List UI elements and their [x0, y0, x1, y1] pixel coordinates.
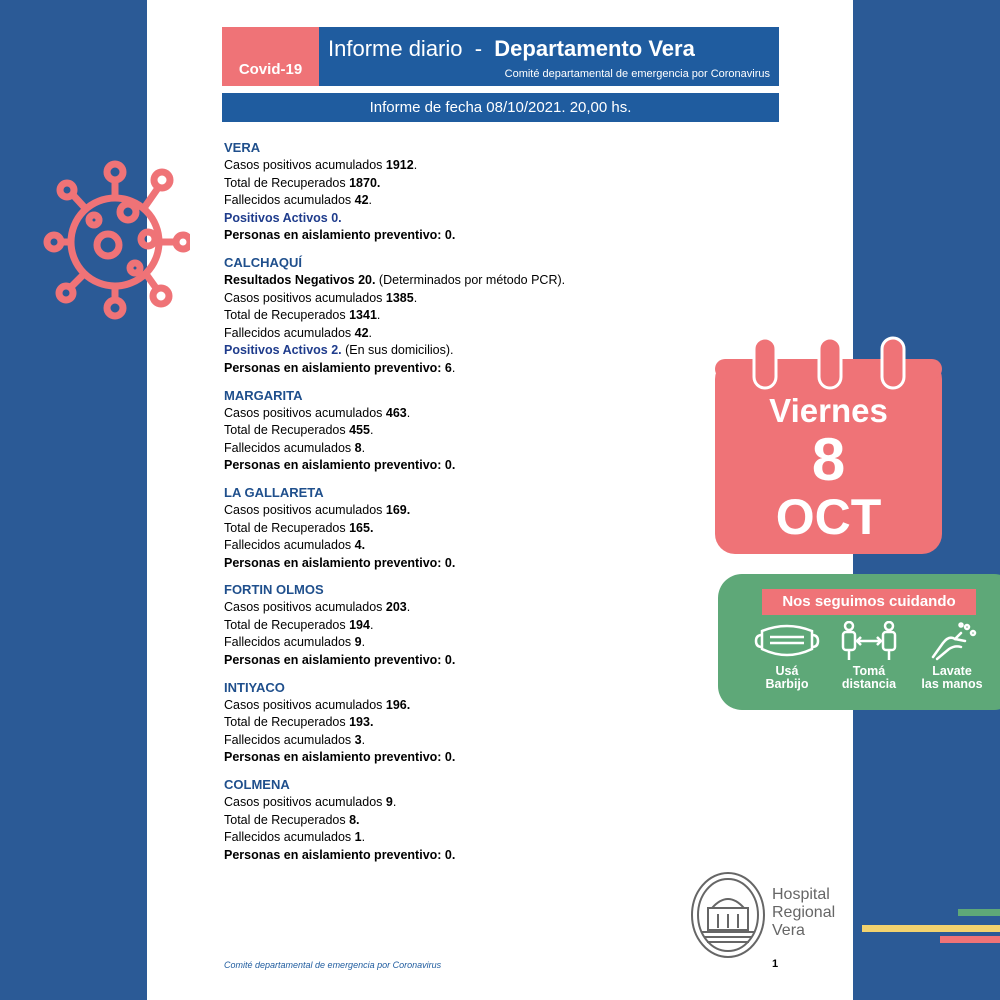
hospital-logo-icon — [688, 870, 768, 960]
locality-name: INTIYACO — [224, 679, 285, 695]
page-number: 1 — [772, 958, 779, 970]
report-subtitle: Comité departamental de emergencia por Coronavirus — [504, 68, 770, 80]
locality-name: MARGARITA — [224, 387, 303, 403]
hospital-name-line: Vera — [772, 922, 805, 939]
locality-name: FORTIN OLMOS — [224, 582, 324, 598]
hospital-name — [772, 886, 835, 940]
locality-vera — [224, 138, 784, 245]
isolation-line: Personas en aislamiento preventivo: 0. — [224, 228, 456, 243]
positive-cases-line: Casos positivos acumulados 9. — [224, 795, 397, 810]
active-cases-line: Positivos Activos 0. — [224, 210, 342, 225]
mask-icon — [754, 621, 820, 661]
isolation-line: Personas en aislamiento preventivo: 6. — [224, 360, 456, 375]
positive-cases-line: Casos positivos acumulados 169. — [224, 502, 411, 517]
recovered-line: Total de Recuperados 193. — [224, 715, 374, 730]
locality-name: COLMENA — [224, 777, 290, 793]
care-wash-label: Lavate las manos — [921, 664, 983, 691]
deaths-line: Fallecidos acumulados 1. — [224, 830, 366, 845]
decorative-stripe — [958, 909, 1000, 916]
recovered-line: Total de Recuperados 194. — [224, 617, 374, 632]
locality-la-gallareta — [224, 483, 784, 572]
isolation-line: Personas en aislamiento preventivo: 0. — [224, 458, 456, 473]
locality-intiyaco — [224, 678, 784, 767]
recovered-line: Total de Recuperados 8. — [224, 812, 360, 827]
recovered-line: Total de Recuperados 455. — [224, 423, 374, 438]
report-date-bar: Informe de fecha 08/10/2021. 20,00 hs. — [222, 93, 779, 122]
care-mask-label: Usá Barbijo — [765, 664, 809, 691]
report-title — [328, 36, 695, 62]
title-prefix: Informe diario - — [328, 36, 495, 61]
deaths-line: Fallecidos acumulados 42. — [224, 193, 373, 208]
deaths-line: Fallecidos acumulados 9. — [224, 635, 366, 650]
footer-text: Comité departamental de emergencia por Coronavirus — [224, 960, 442, 970]
negative-results-line: Resultados Negativos 20. (Determinados por método PCR). — [224, 272, 566, 287]
active-cases-line: Positivos Activos 2. (En sus domicilios). — [224, 343, 454, 358]
locality-name: LA GALLARETA — [224, 484, 324, 500]
deaths-line: Fallecidos acumulados 3. — [224, 732, 366, 747]
title-main: Departamento Vera — [494, 36, 695, 61]
calendar-day: 8 — [811, 426, 846, 493]
care-title: Nos seguimos cuidando — [762, 589, 976, 615]
deaths-line: Fallecidos acumulados 4. — [224, 538, 366, 553]
positive-cases-line: Casos positivos acumulados 1385. — [224, 290, 418, 305]
locality-calchaqui — [224, 253, 784, 378]
report-body — [224, 138, 784, 872]
decorative-stripe — [940, 936, 1000, 943]
locality-name: VERA — [224, 140, 261, 155]
virus-icon — [40, 150, 190, 325]
hospital-name-line: Hospital — [772, 886, 830, 903]
recovered-line: Total de Recuperados 1341. — [224, 308, 381, 323]
positive-cases-line: Casos positivos acumulados 203. — [224, 600, 411, 615]
decorative-stripe — [862, 925, 1000, 932]
covid-badge — [222, 27, 319, 86]
isolation-line: Personas en aislamiento preventivo: 0. — [224, 847, 456, 862]
isolation-line: Personas en aislamiento preventivo: 0. — [224, 653, 456, 668]
deaths-line: Fallecidos acumulados 8. — [224, 440, 366, 455]
calendar-weekday: Viernes — [769, 392, 888, 429]
care-mask — [747, 621, 827, 691]
positive-cases-line: Casos positivos acumulados 196. — [224, 697, 411, 712]
handwash-icon — [927, 621, 977, 661]
isolation-line: Personas en aislamiento preventivo: 0. — [224, 555, 456, 570]
locality-colmena — [224, 775, 784, 864]
deaths-line: Fallecidos acumulados 42. — [224, 325, 373, 340]
recovered-line: Total de Recuperados 1870. — [224, 175, 381, 190]
locality-margarita — [224, 386, 784, 475]
locality-fortin-olmos — [224, 580, 784, 669]
positive-cases-line: Casos positivos acumulados 1912. — [224, 158, 418, 172]
care-wash — [912, 621, 992, 691]
isolation-line: Personas en aislamiento preventivo: 0. — [224, 750, 456, 765]
report-header — [319, 27, 779, 86]
calendar-month: OCT — [775, 489, 882, 545]
care-distance-label: Tomá distancia — [841, 664, 897, 691]
care-distance — [829, 621, 909, 691]
hospital-name-line: Regional — [772, 904, 836, 921]
locality-name: CALCHAQUÍ — [224, 254, 302, 270]
covid-badge-label: Covid-19 — [238, 61, 303, 78]
positive-cases-line: Casos positivos acumulados 463. — [224, 405, 411, 420]
distance-icon — [839, 621, 899, 661]
recovered-line: Total de Recuperados 165. — [224, 520, 374, 535]
